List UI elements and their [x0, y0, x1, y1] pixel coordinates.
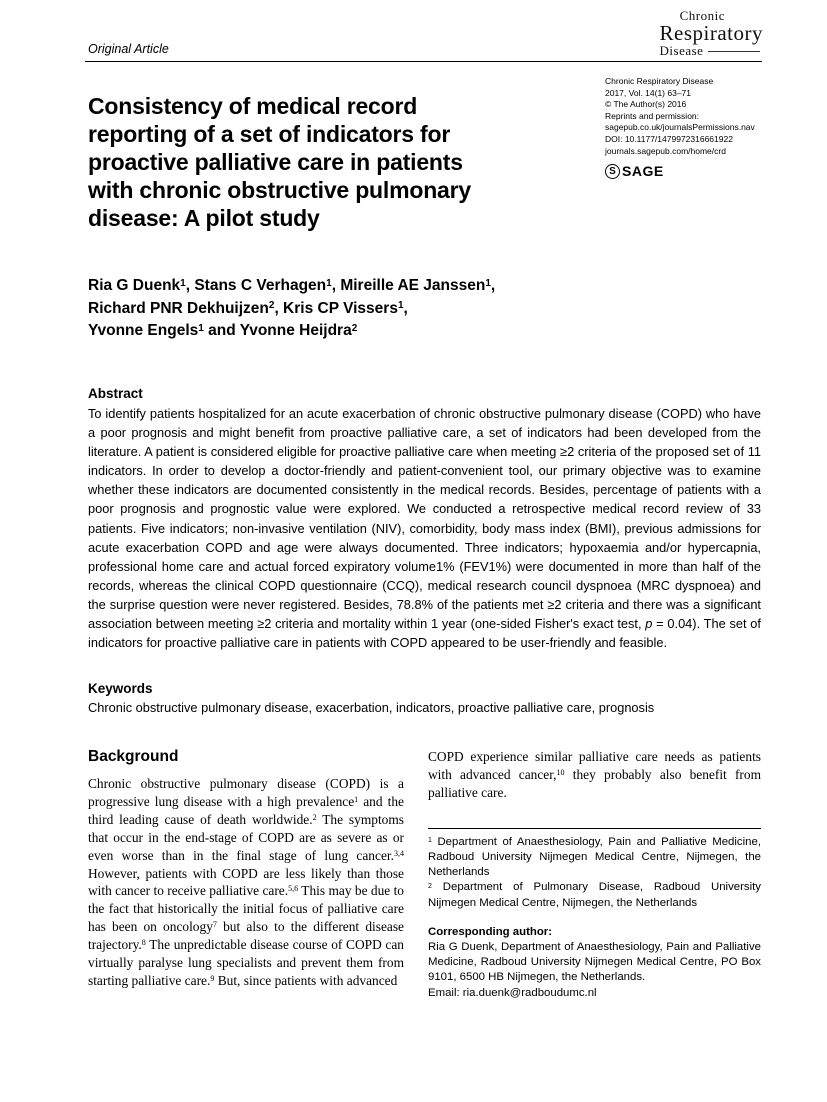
keywords-text: Chronic obstructive pulmonary disease, exacerbation, indicators, proactive palliative care, prognosis: [88, 700, 655, 715]
header-divider: [85, 61, 762, 62]
footnote-divider: [428, 828, 761, 829]
journal-logo: [660, 8, 763, 59]
meta-reprints-label: Reprints and permission:: [605, 110, 700, 121]
journal-logo-disease: Disease: [659, 43, 704, 58]
author-list: Ria G Duenk$^1$, Stans C Verhagen$^1$, Mireille AE Janssen$^1$, Richard PNR Dekhuijzen$^2$, Kris CP Vissers$^1$, Yvonne Engels$^1$ and Yvonne Heijdra$^2$: [88, 277, 496, 339]
sage-logo: [605, 164, 770, 179]
body-paragraph-right: COPD experience similar palliative care needs as patients with advanced cancer,$^{10}$ they probably also benefit from palliative care.: [428, 749, 762, 800]
body-column-left: [88, 748, 404, 990]
journal-logo-respiratory: Respiratory: [659, 21, 763, 45]
affiliation-2: $^2$ Department of Pulmonary Disease, Radboud University Nijmegen Medical Centre, Nijmegen, the Netherlands: [428, 881, 761, 909]
corresponding-author-heading: Corresponding author:: [428, 925, 553, 938]
body-paragraph-left: Chronic obstructive pulmonary disease (COPD) is a progressive lung disease with a high prevalence$^1$ and the third leading cause of death worldwide.$^2$ The symptoms that occur in the end-stage of COPD are as severe as or even worse than in the final stage of lung cancer.$^{3,4}$ However, patients with COPD are less likely than those with cancer to receive palliative care.$^{5,6}$ This may be due to the fact that historically the initial focus of palliative care has been on oncology$^7$ but also to the different disease trajectory.$^8$ The unpredictable disease course of COPD can virtually paralyse lung specialists and prevent them from starting palliative care.$^9$ But, since patients with advanced: [88, 776, 405, 988]
corresponding-author-block: [428, 925, 761, 1001]
corresponding-author-email[interactable]: Email: ria.duenk@radboudumc.nl: [428, 986, 597, 999]
meta-permissions-link[interactable]: sagepub.co.uk/journalsPermissions.nav: [605, 122, 755, 133]
section-heading-background: Background: [88, 748, 179, 765]
abstract-heading: Abstract: [88, 386, 143, 401]
article-type-label: Original Article: [88, 42, 169, 56]
sage-circle-s-icon: S: [605, 164, 620, 179]
page-title: Consistency of medical record reporting of a set of indicators for proactive palliative care in patients with chronic obstructive pulmonary disease: A pilot study: [88, 93, 471, 231]
sage-wordmark: SAGE: [622, 162, 664, 179]
affiliations-block: [428, 835, 761, 911]
corresponding-author-text: Ria G Duenk, Department of Anaesthesiology, Pain and Palliative Medicine, Radboud University Nijmegen Medical Centre, PO Box 9101, 6500 HB Nijmegen, the Netherlands.: [428, 940, 761, 984]
meta-copyright: © The Author(s) 2016: [605, 99, 687, 110]
keywords-heading: Keywords: [88, 681, 153, 696]
abstract-text: To identify patients hospitalized for an acute exacerbation of chronic obstructive pulmonary disease (COPD) who have a poor prognosis and might benefit from proactive palliative care, a set of indicators had been developed from the literature. A patient is considered eligible for proactive palliative care when meeting ≥2 criteria of the proposed set of 11 indicators. In order to develop a doctor-friendly and patient-convenient tool, our primary objective was to examine whether these indicators are documented consistently in the medical records. Besides, percentage of patients with a poor prognosis and prognostic value were explored. We conducted a retrospective medical record review of 33 patients. Five indicators; non-invasive ventilation (NIV), comorbidity, body mass index (BMI), previous admissions for acute exacerbation COPD and age were always documented. Three indicators; hypoxaemia and/or hypercapnia, professional home care and actual forced expiratory volume1% (FEV1%) were documented in more than half of the records, whereas the clinical COPD questionnaire (CCQ), medical research council dyspnoea (MRC dyspnoea) and the surprise question were never registered. Besides, 78.8% of the patients met ≥2 criteria and there was a significant association between meeting ≥2 criteria and mortality within 1 year (one-sided Fisher's exact test, p = 0.04). The set of indicators for proactive palliative care in patients with COPD appeared to be user-friendly and feasible.: [88, 406, 761, 651]
meta-journal-name: Chronic Respiratory Disease: [605, 76, 714, 86]
journal-meta-block: [605, 76, 770, 179]
body-column-right: [428, 748, 761, 1001]
meta-journal-home-link[interactable]: journals.sagepub.com/home/crd: [605, 145, 726, 156]
journal-logo-chronic: Chronic: [679, 8, 725, 23]
meta-doi-link[interactable]: DOI: 10.1177/1479972316661922: [605, 133, 733, 144]
journal-logo-rule: [708, 51, 760, 52]
meta-volume-issue: 2017, Vol. 14(1) 63–71: [605, 87, 692, 98]
affiliation-1: $^1$ Department of Anaesthesiology, Pain and Palliative Medicine, Radboud University Nijmegen Medical Centre, Nijmegen, the Netherlands: [428, 835, 761, 879]
